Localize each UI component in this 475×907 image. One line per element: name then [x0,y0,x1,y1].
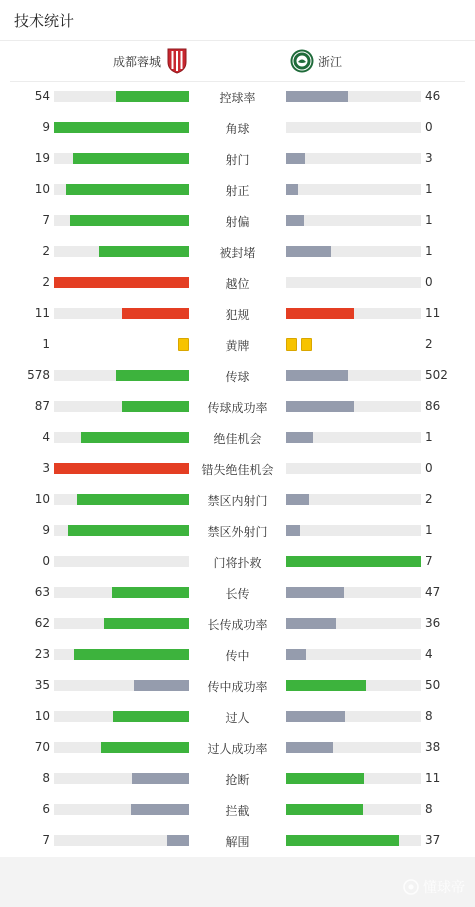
home-bar-fill [122,401,190,412]
away-bar-track [286,277,421,288]
home-bar-track [54,277,189,288]
away-value: 36 [425,616,441,630]
stat-label: 绝佳机会 [213,432,262,446]
away-bar-track [286,680,421,691]
away-bar-track [286,649,421,660]
away-bar-fill [286,308,354,319]
home-value: 87 [34,399,50,413]
away-value: 8 [425,709,433,723]
home-bar-fill [54,277,189,288]
away-value: 38 [425,740,441,754]
stat-label: 传中成功率 [207,680,268,694]
stat-label: 被封堵 [219,246,256,260]
home-bar-fill [116,91,189,102]
stat-label: 射门 [225,153,250,167]
away-value: 11 [425,306,441,320]
away-bar-track [286,525,421,536]
home-value: 9 [42,120,50,134]
stat-label: 传球 [225,370,250,384]
away-bar-fill [286,649,306,660]
soccer-ball-icon [403,879,419,895]
stat-row [0,546,475,577]
home-bar-fill [70,215,189,226]
away-value: 8 [425,802,433,816]
away-bar-track [286,835,421,846]
home-bar-track [54,804,189,815]
stat-label: 解围 [225,835,250,849]
away-bar-track [286,711,421,722]
stat-row [0,484,475,515]
away-bar-track [286,494,421,505]
away-bar-track [286,246,421,257]
home-bar-track [54,432,189,443]
home-bar-fill [74,649,189,660]
home-value: 3 [42,461,50,475]
home-bar-fill [54,463,189,474]
stat-row [0,174,475,205]
away-value: 2 [425,492,433,506]
away-team-name: 浙江 [318,54,343,69]
stat-row [0,298,475,329]
home-value: 10 [34,492,50,506]
home-bar-fill [73,153,189,164]
away-bar-track [286,556,421,567]
home-bar-fill [104,618,189,629]
stat-label: 禁区内射门 [207,494,268,508]
home-bar-track [54,494,189,505]
away-bar-fill [286,835,399,846]
home-bar-fill [81,432,189,443]
stat-row [0,422,475,453]
away-bar-track [286,308,421,319]
away-bar-track [286,463,421,474]
stat-row [0,329,475,360]
home-team-name: 成都蓉城 [112,54,161,69]
away-bar-track [286,401,421,412]
home-bar-track [54,246,189,257]
home-bar-fill [134,680,189,691]
stat-row [0,112,475,143]
stat-label: 射正 [225,184,250,198]
teams-row [10,41,465,82]
stat-label: 传球成功率 [207,401,268,415]
stat-row [0,639,475,670]
stat-label: 拦截 [225,804,250,818]
home-bar-track [54,91,189,102]
home-bar-fill [116,370,189,381]
home-bar-track [54,122,189,133]
away-bar-track [286,184,421,195]
home-bar-track [54,773,189,784]
away-bar-fill [286,680,366,691]
home-bar-fill [167,835,189,846]
home-bar-track [54,153,189,164]
away-value: 1 [425,213,433,227]
away-value: 0 [425,275,433,289]
home-bar-track [54,184,189,195]
footer [0,857,475,907]
stat-row [0,143,475,174]
away-bar-fill [286,215,304,226]
watermark [403,877,465,897]
home-bar-track [54,308,189,319]
home-value: 19 [34,151,50,165]
away-value: 1 [425,182,433,196]
home-bar-track [54,370,189,381]
stat-label: 角球 [225,122,250,136]
home-team[interactable] [113,47,187,75]
stat-row [0,391,475,422]
home-value: 23 [34,647,50,661]
stat-label: 射偏 [225,215,250,229]
stat-label: 过人 [225,711,250,725]
away-bar-track [286,370,421,381]
away-bar-fill [286,184,298,195]
stat-row [0,825,475,856]
away-yellow-cards [286,338,312,351]
stat-row [0,360,475,391]
stat-label: 错失绝佳机会 [201,463,274,477]
home-value: 6 [42,802,50,816]
stat-row [0,732,475,763]
stat-label: 抢断 [225,773,250,787]
away-bar-fill [286,587,344,598]
home-bar-fill [68,525,190,536]
away-bar-fill [286,153,305,164]
away-bar-track [286,742,421,753]
home-value: 1 [42,337,50,351]
home-value: 35 [34,678,50,692]
away-bar-track [286,153,421,164]
home-bar-fill [113,711,189,722]
home-bar-track [54,401,189,412]
away-team[interactable] [290,47,342,75]
away-value: 50 [425,678,441,692]
away-bar-track [286,804,421,815]
away-bar-track [286,91,421,102]
section-header [0,0,475,41]
home-bar-fill [131,804,189,815]
away-value: 11 [425,771,441,785]
away-bar-track [286,587,421,598]
away-value: 4 [425,647,433,661]
home-bar-track [54,711,189,722]
away-value: 2 [425,337,433,351]
home-bar-track [54,463,189,474]
away-bar-fill [286,742,333,753]
away-bar-fill [286,804,363,815]
stats-list [0,81,475,856]
stat-label: 传中 [225,649,250,663]
home-value: 54 [34,89,50,103]
stat-row [0,453,475,484]
home-bar-track [54,649,189,660]
home-value: 578 [27,368,50,382]
home-value: 2 [42,275,50,289]
stat-row [0,577,475,608]
home-value: 9 [42,523,50,537]
stat-label: 越位 [225,277,250,291]
away-bar-fill [286,432,313,443]
away-bar-fill [286,494,309,505]
home-bar-fill [66,184,189,195]
away-bar-track [286,122,421,133]
away-bar-fill [286,773,364,784]
home-bar-fill [99,246,189,257]
stat-row [0,515,475,546]
home-bar-track [54,835,189,846]
yellow-card-icon [301,338,312,351]
away-bar-fill [286,618,336,629]
stat-label: 黄牌 [225,339,250,353]
away-value: 0 [425,461,433,475]
stat-row [0,81,475,112]
away-value: 3 [425,151,433,165]
away-value: 1 [425,523,433,537]
away-bar-fill [286,711,345,722]
away-bar-fill [286,556,421,567]
home-bar-track [54,587,189,598]
away-value: 1 [425,244,433,258]
home-value: 7 [42,213,50,227]
home-bar-fill [54,122,189,133]
away-bar-track [286,215,421,226]
home-value: 11 [34,306,50,320]
section-title: 技术统计 [14,11,75,30]
stat-label: 禁区外射门 [207,525,268,539]
away-value: 47 [425,585,441,599]
away-team-logo-icon [290,49,314,73]
away-value: 46 [425,89,441,103]
home-bar-fill [132,773,189,784]
stat-row [0,794,475,825]
stat-row [0,701,475,732]
yellow-card-icon [178,338,189,351]
home-bar-track [54,215,189,226]
stat-row [0,267,475,298]
home-value: 10 [34,709,50,723]
stat-row [0,670,475,701]
home-value: 10 [34,182,50,196]
stat-label: 犯规 [225,308,250,322]
stat-row [0,608,475,639]
home-value: 2 [42,244,50,258]
stat-row [0,763,475,794]
home-bar-track [54,680,189,691]
stat-row [0,205,475,236]
away-bar-fill [286,401,354,412]
away-bar-fill [286,91,348,102]
home-bar-track [54,618,189,629]
away-bar-fill [286,525,300,536]
away-bar-track [286,773,421,784]
away-bar-track [286,618,421,629]
away-value: 7 [425,554,433,568]
home-bar-track [54,556,189,567]
away-bar-fill [286,246,331,257]
away-value: 1 [425,430,433,444]
stat-label: 门将扑救 [213,556,262,570]
watermark-text: 懂球帝 [423,880,465,896]
away-value: 0 [425,120,433,134]
home-bar-fill [112,587,189,598]
away-value: 86 [425,399,441,413]
home-bar-track [54,742,189,753]
stat-label: 控球率 [219,91,256,105]
away-bar-fill [286,370,348,381]
home-value: 7 [42,833,50,847]
home-bar-fill [101,742,189,753]
away-value: 37 [425,833,441,847]
stat-label: 长传 [225,587,250,601]
home-value: 4 [42,430,50,444]
stat-label: 长传成功率 [207,618,268,632]
stat-label: 过人成功率 [207,742,268,756]
away-value: 502 [425,368,448,382]
yellow-card-icon [286,338,297,351]
away-bar-track [286,432,421,443]
home-value: 62 [34,616,50,630]
home-team-logo-icon [167,48,187,74]
home-value: 70 [34,740,50,754]
home-value: 63 [34,585,50,599]
stat-row [0,236,475,267]
home-value: 0 [42,554,50,568]
home-bar-fill [122,308,190,319]
home-bar-track [54,525,189,536]
home-bar-fill [77,494,189,505]
home-yellow-cards [178,338,189,351]
home-value: 8 [42,771,50,785]
